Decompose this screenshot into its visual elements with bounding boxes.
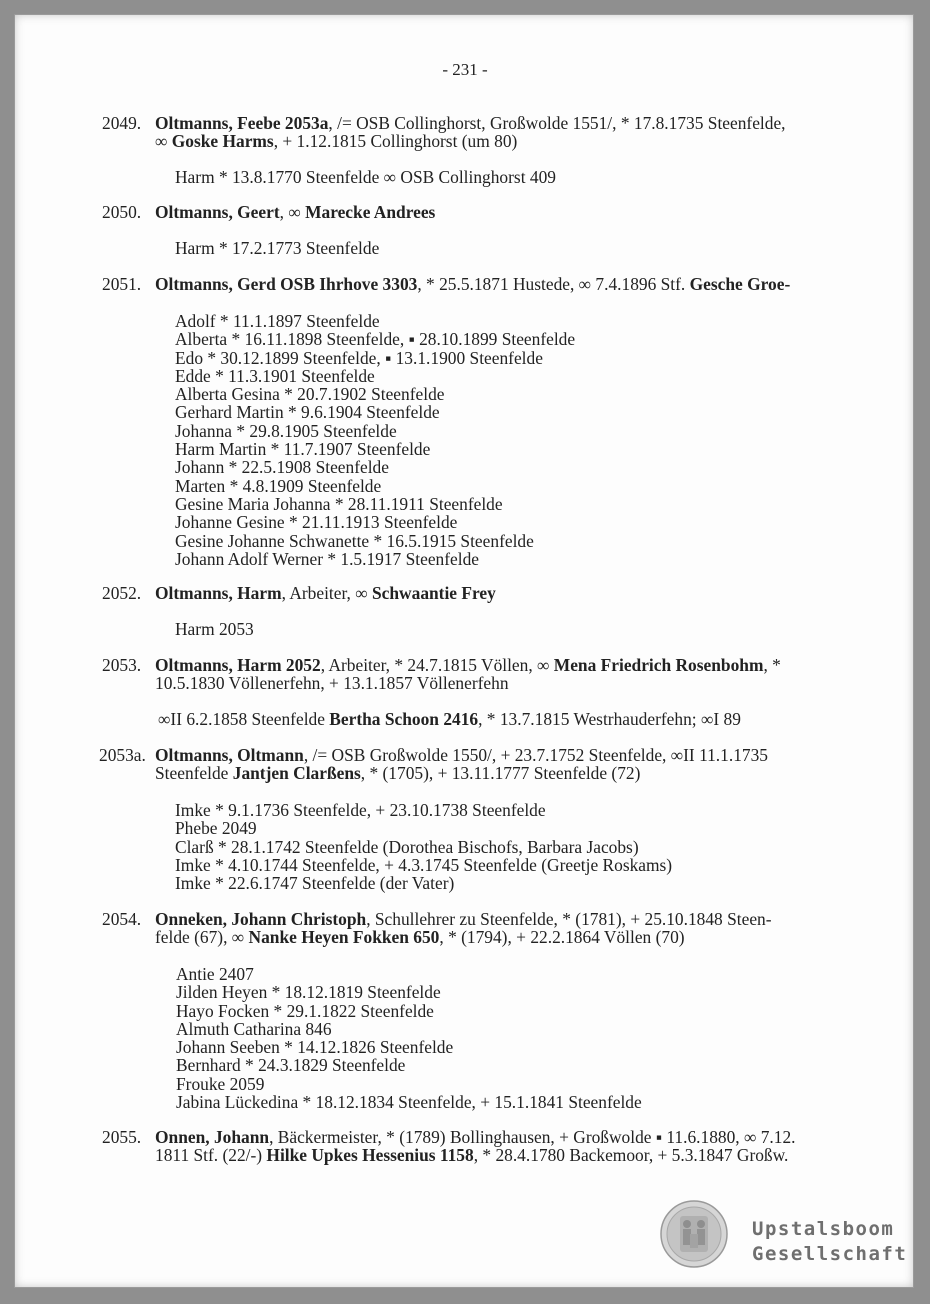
entry-line: Oltmanns, Feebe 2053a, /= OSB Collinghorst, Großwolde 1551/, * 17.8.1735 Steenfelde, bbox=[155, 113, 786, 133]
child-item: Johanna * 29.8.1905 Steenfelde bbox=[175, 420, 397, 441]
entry-line: Oltmanns, Oltmann, /= OSB Großwolde 1550/, + 23.7.1752 Steenfelde, ∞II 11.1.1735 bbox=[155, 745, 768, 765]
marriage-note: ∞II 6.2.1858 Steenfelde Bertha Schoon 2416, * 13.7.1815 Westrhauderfehn; ∞I 89 bbox=[158, 709, 741, 729]
entry-line: Oltmanns, Gerd OSB Ihrhove 3303, * 25.5.1871 Hustede, ∞ 7.4.1896 Stf. Gesche Groe- bbox=[155, 274, 791, 294]
child-item: Gerhard Martin * 9.6.1904 Steenfelde bbox=[175, 402, 440, 423]
entry-number: 2051. bbox=[102, 274, 142, 294]
society-seal-icon bbox=[660, 1200, 728, 1268]
child-item: Adolf * 11.1.1897 Steenfelde bbox=[175, 311, 380, 331]
entry-line: felde (67), ∞ Nanke Heyen Fokken 650, * (1794), + 22.2.1864 Völlen (70) bbox=[155, 927, 685, 947]
child-item: Johanne Gesine * 21.11.1913 Steenfelde bbox=[175, 512, 458, 533]
entry-number: 2050. bbox=[102, 202, 142, 222]
child-item: Bernhard * 24.3.1829 Steenfelde bbox=[176, 1055, 406, 1076]
entry-line: 1811 Stf. (22/-) Hilke Upkes Hessenius 1158, * 28.4.1780 Backemoor, + 5.3.1847 Großw. bbox=[155, 1145, 789, 1165]
child-list bbox=[176, 965, 642, 1111]
page-number: - 231 - bbox=[442, 60, 488, 79]
entry-line: ∞ Goske Harms, + 1.12.1815 Collinghorst (um 80) bbox=[155, 131, 518, 151]
entry-number: 2049. bbox=[102, 113, 142, 133]
entry-line: Oltmanns, Harm, Arbeiter, ∞ Schwaantie Frey bbox=[155, 583, 496, 603]
child-item: Phebe 2049 bbox=[175, 818, 257, 839]
child-item: Hayo Focken * 29.1.1822 Steenfelde bbox=[176, 1000, 434, 1021]
society-logo-text bbox=[752, 1217, 907, 1267]
child-item: Harm * 17.2.1773 Steenfelde bbox=[175, 238, 380, 258]
child-item: Jabina Lückedina * 18.12.1834 Steenfelde, + 15.1.1841 Steenfelde bbox=[176, 1092, 642, 1113]
child-item: Edo * 30.12.1899 Steenfelde, ▪ 13.1.1900 Steenfelde bbox=[175, 347, 543, 368]
child-item: Gesine Maria Johanna * 28.11.1911 Steenfelde bbox=[175, 493, 503, 514]
child-item: Johann Adolf Werner * 1.5.1917 Steenfelde bbox=[175, 548, 479, 569]
child-list bbox=[175, 801, 672, 892]
entry-number: 2054. bbox=[102, 909, 142, 929]
child-item: Edde * 11.3.1901 Steenfelde bbox=[175, 365, 375, 386]
child-item: Alberta * 16.11.1898 Steenfelde, ▪ 28.10.1899 Steenfelde bbox=[175, 329, 576, 350]
child-item: Imke * 22.6.1747 Steenfelde (der Vater) bbox=[175, 873, 455, 894]
entry-line: 10.5.1830 Völlenerfehn, + 13.1.1857 Völlenerfehn bbox=[155, 673, 509, 693]
entry-line: Oltmanns, Geert, ∞ Marecke Andrees bbox=[155, 202, 436, 222]
logo-line-2: Gesellschaft bbox=[752, 1243, 908, 1265]
child-list bbox=[175, 620, 254, 638]
child-item: Almuth Catharina 846 bbox=[176, 1018, 332, 1039]
child-item: Antie 2407 bbox=[176, 964, 254, 984]
entry-line: Onneken, Johann Christoph, Schullehrer zu Steenfelde, * (1781), + 25.10.1848 Steen- bbox=[155, 909, 772, 929]
child-item: Jilden Heyen * 18.12.1819 Steenfelde bbox=[176, 982, 441, 1003]
entry-number: 2055. bbox=[102, 1127, 142, 1147]
child-item: Johann Seeben * 14.12.1826 Steenfelde bbox=[176, 1037, 454, 1058]
child-item: Imke * 9.1.1736 Steenfelde, + 23.10.1738 Steenfelde bbox=[175, 800, 546, 820]
entry-line: Oltmanns, Harm 2052, Arbeiter, * 24.7.1815 Völlen, ∞ Mena Friedrich Rosenbohm, * bbox=[155, 655, 781, 675]
child-item: Alberta Gesina * 20.7.1902 Steenfelde bbox=[175, 384, 445, 405]
entry-line: Onnen, Johann, Bäckermeister, * (1789) Bollinghausen, + Großwolde ▪ 11.6.1880, ∞ 7.12. bbox=[155, 1127, 796, 1147]
child-item: Imke * 4.10.1744 Steenfelde, + 4.3.1745 Steenfelde (Greetje Roskams) bbox=[175, 854, 673, 875]
child-item: Harm * 13.8.1770 Steenfelde ∞ OSB Collinghorst 409 bbox=[175, 167, 556, 187]
logo-line-1: Upstalsboom bbox=[752, 1218, 895, 1240]
entry-number: 2052. bbox=[102, 583, 142, 603]
entry-number: 2053a. bbox=[99, 745, 146, 765]
child-list bbox=[175, 168, 556, 186]
entry-line: Steenfelde Jantjen Clarßens, * (1705), + 13.11.1777 Steenfelde (72) bbox=[155, 763, 641, 783]
child-item: Harm 2053 bbox=[175, 619, 254, 639]
child-item: Johann * 22.5.1908 Steenfelde bbox=[175, 457, 389, 478]
child-item: Marten * 4.8.1909 Steenfelde bbox=[175, 475, 382, 496]
child-item: Clarß * 28.1.1742 Steenfelde (Dorothea Bischofs, Barbara Jacobs) bbox=[175, 836, 639, 857]
child-item: Gesine Johanne Schwanette * 16.5.1915 Steenfelde bbox=[175, 530, 534, 551]
child-item: Frouke 2059 bbox=[176, 1073, 265, 1094]
child-list bbox=[175, 239, 379, 257]
child-item: Harm Martin * 11.7.1907 Steenfelde bbox=[175, 439, 431, 460]
child-list bbox=[175, 312, 575, 568]
entry-number: 2053. bbox=[102, 655, 142, 675]
